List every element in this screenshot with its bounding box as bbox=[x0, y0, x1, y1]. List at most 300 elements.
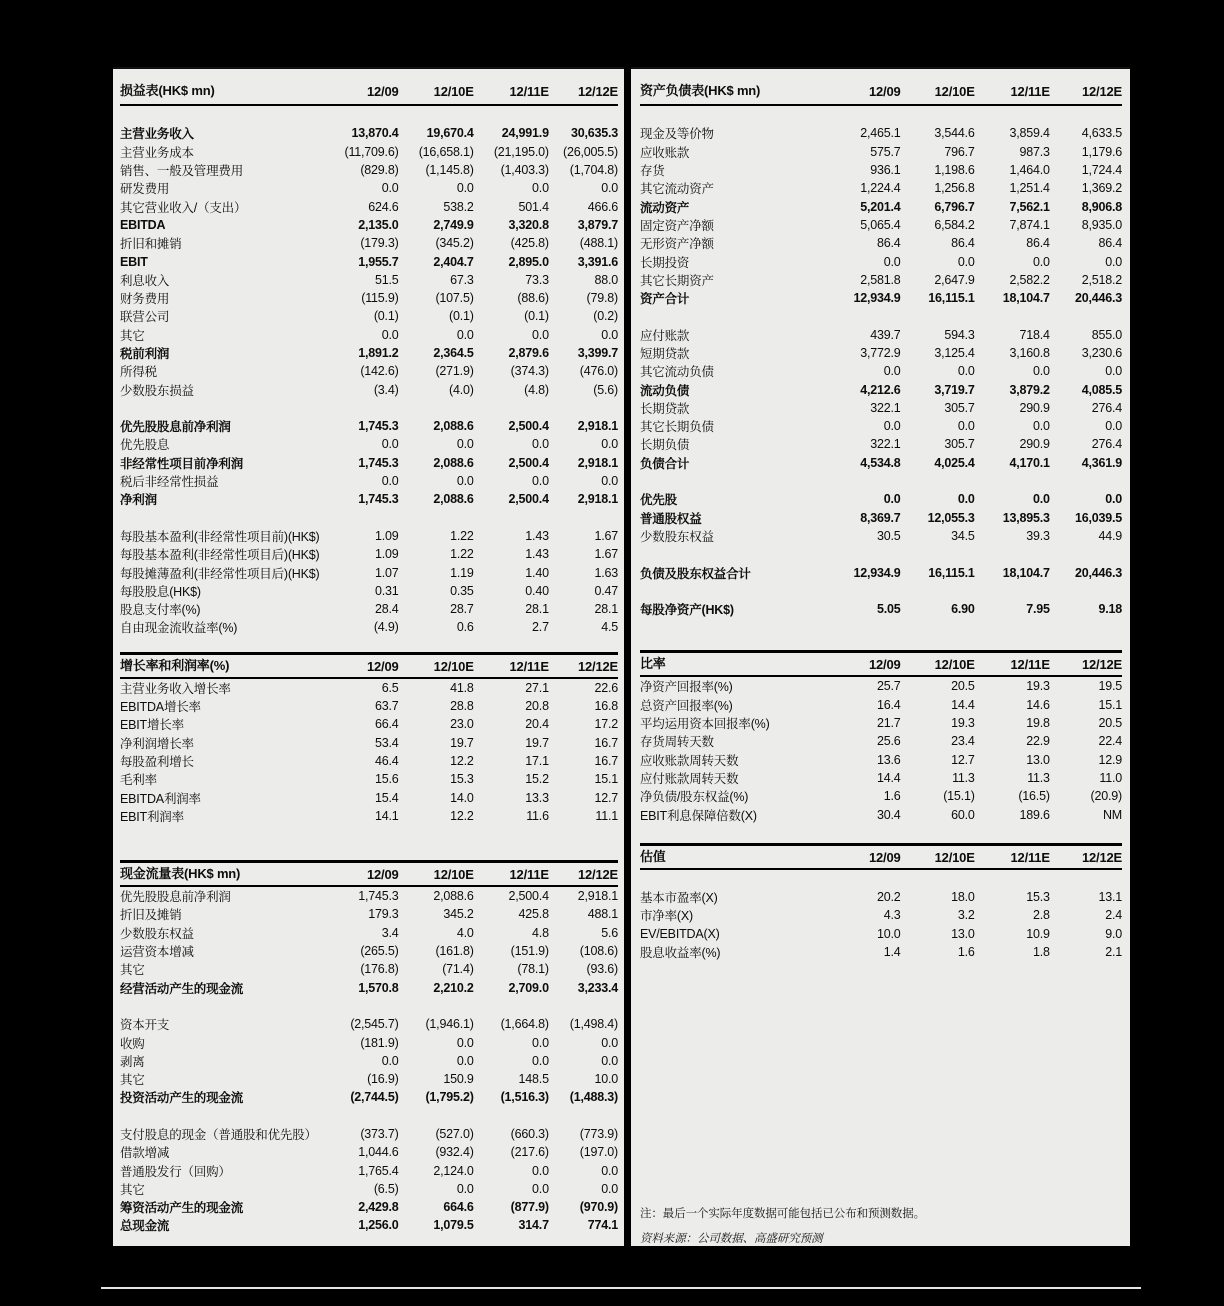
table-row bbox=[640, 769, 1122, 787]
row-value: 12.7 bbox=[951, 752, 975, 767]
row-value: 17.2 bbox=[594, 717, 618, 732]
row-value: 1,724.4 bbox=[1081, 163, 1122, 178]
row-label: EBIT bbox=[120, 254, 148, 269]
row-value: 3.2 bbox=[957, 908, 975, 923]
row-label: 主营业务收入增长率 bbox=[120, 681, 231, 696]
section-title: 估值 bbox=[640, 844, 830, 869]
row-value: (26,005.5) bbox=[563, 144, 618, 159]
row-label: 存货 bbox=[640, 164, 665, 179]
row-value: 6,796.7 bbox=[934, 199, 975, 214]
row-label: 优先股股息前净利润 bbox=[120, 890, 231, 905]
table-row bbox=[640, 143, 1122, 161]
row-label: 少数股东损益 bbox=[120, 383, 194, 398]
row-value: (11,709.6) bbox=[344, 144, 399, 159]
row-value: 1.40 bbox=[525, 565, 549, 580]
row-value: 1.09 bbox=[375, 547, 399, 562]
row-value: 16.8 bbox=[594, 699, 618, 714]
row-value: 0.6 bbox=[456, 620, 474, 635]
row-value: 148.5 bbox=[518, 1072, 549, 1087]
row-value: 1.43 bbox=[525, 547, 549, 562]
row-value: (1,403.3) bbox=[500, 163, 549, 178]
row-label: 固定资产净额 bbox=[640, 218, 714, 233]
row-value: 18.0 bbox=[951, 890, 975, 905]
row-label: 无形资产净额 bbox=[640, 237, 714, 252]
row-value: 3,544.6 bbox=[934, 126, 975, 141]
row-value: 10.0 bbox=[594, 1072, 618, 1087]
row-value: 3,859.4 bbox=[1009, 126, 1050, 141]
row-label: 应收账款 bbox=[640, 145, 690, 160]
table-row bbox=[120, 807, 618, 825]
table-row bbox=[120, 563, 618, 581]
spacer-row bbox=[640, 472, 1122, 490]
row-value: 796.7 bbox=[944, 144, 975, 159]
row-value: 46.4 bbox=[375, 753, 399, 768]
row-value: 0.0 bbox=[381, 327, 399, 342]
row-value: 20.8 bbox=[525, 699, 549, 714]
row-value: 1,079.5 bbox=[433, 1218, 474, 1233]
row-label: 研发费用 bbox=[120, 182, 170, 197]
row-value: 0.0 bbox=[957, 254, 975, 269]
row-value: 2,879.6 bbox=[508, 346, 549, 360]
row-value: (3.4) bbox=[373, 382, 399, 397]
row-value: 13.3 bbox=[525, 790, 549, 805]
row-label: 其它 bbox=[120, 1182, 145, 1197]
row-value: 1,745.3 bbox=[358, 455, 399, 470]
row-value: 3,160.8 bbox=[1009, 346, 1050, 360]
table-row bbox=[640, 326, 1122, 344]
row-value: 1.09 bbox=[375, 528, 399, 543]
row-value: 0.0 bbox=[456, 1035, 474, 1050]
row-label: 所得税 bbox=[120, 365, 157, 380]
row-value: 4,085.5 bbox=[1081, 382, 1122, 397]
row-value: 19.8 bbox=[1026, 716, 1050, 731]
row-value: 73.3 bbox=[525, 272, 549, 287]
row-value: 345.2 bbox=[443, 907, 474, 922]
spacer-row bbox=[640, 545, 1122, 563]
table-row bbox=[120, 252, 618, 270]
row-label: 每股摊薄盈利(非经常性项目后)(HK$) bbox=[120, 566, 320, 581]
row-value: 0.31 bbox=[375, 583, 399, 598]
row-label: 折旧和摊销 bbox=[120, 237, 182, 252]
row-value: 8,906.8 bbox=[1081, 199, 1122, 214]
row-value: 1.22 bbox=[450, 547, 474, 562]
table-row bbox=[120, 216, 618, 234]
table-row bbox=[120, 1033, 618, 1051]
row-value: 14.0 bbox=[450, 790, 474, 805]
left-column bbox=[113, 67, 624, 1246]
table-row bbox=[640, 943, 1122, 961]
table-row bbox=[640, 888, 1122, 906]
table-row bbox=[640, 906, 1122, 924]
row-label: 支付股息的现金（普通股和优先股） bbox=[120, 1127, 317, 1142]
row-value: (79.8) bbox=[586, 291, 618, 306]
column-header: 12/11E bbox=[975, 652, 1050, 677]
row-value: (108.6) bbox=[579, 944, 618, 959]
row-value: 17.1 bbox=[525, 753, 549, 768]
row-value: 0.0 bbox=[601, 437, 618, 452]
row-value: (970.9) bbox=[579, 1200, 618, 1215]
row-value: 5.05 bbox=[877, 602, 901, 617]
row-value: 0.0 bbox=[601, 1035, 618, 1050]
row-value: 14.4 bbox=[877, 770, 901, 785]
table-row bbox=[120, 1088, 618, 1106]
table-row bbox=[640, 454, 1122, 472]
row-value: 1,745.3 bbox=[358, 419, 399, 434]
row-label: 财务费用 bbox=[120, 292, 170, 307]
table-row bbox=[640, 234, 1122, 252]
section-header-row bbox=[640, 69, 1122, 105]
table-row bbox=[120, 1015, 618, 1033]
row-value: (78.1) bbox=[517, 962, 549, 977]
row-value: 14.6 bbox=[1026, 697, 1050, 712]
row-label: 其它长期负债 bbox=[640, 420, 714, 435]
row-value: 1,745.3 bbox=[358, 889, 399, 904]
row-value: 13.0 bbox=[1026, 752, 1050, 767]
row-value: 30,635.3 bbox=[570, 126, 618, 141]
row-value: 19.7 bbox=[450, 735, 474, 750]
row-label: 长期负债 bbox=[640, 438, 690, 453]
table-row bbox=[640, 732, 1122, 750]
row-value: (4.9) bbox=[373, 620, 399, 635]
row-value: 30.4 bbox=[877, 807, 901, 822]
row-label: EBIT利息保障倍数(X) bbox=[640, 808, 757, 823]
row-value: 0.0 bbox=[957, 492, 975, 507]
row-value: 16,115.1 bbox=[928, 291, 975, 306]
row-value: 67.3 bbox=[450, 272, 474, 287]
table-row bbox=[640, 751, 1122, 769]
row-value: 3,391.6 bbox=[577, 254, 618, 269]
row-value: 0.0 bbox=[1105, 492, 1122, 507]
balance-sheet-table bbox=[640, 69, 1122, 618]
row-value: 22.4 bbox=[1098, 734, 1122, 749]
table-row bbox=[120, 380, 618, 398]
row-value: 7.95 bbox=[1026, 602, 1050, 617]
row-value: 23.0 bbox=[450, 717, 474, 732]
row-label: 普通股权益 bbox=[640, 511, 702, 526]
row-value: (1,704.8) bbox=[569, 163, 618, 178]
row-label: 资产合计 bbox=[640, 292, 690, 307]
row-value: 4,534.8 bbox=[860, 455, 901, 470]
row-value: 0.0 bbox=[883, 419, 901, 434]
row-value: 0.0 bbox=[957, 364, 975, 379]
column-header: 12/12E bbox=[549, 69, 618, 105]
row-value: 25.6 bbox=[877, 734, 901, 749]
row-label: 每股股息(HK$) bbox=[120, 584, 201, 599]
row-value: 1,251.4 bbox=[1009, 181, 1050, 196]
row-value: 2,465.1 bbox=[860, 126, 901, 141]
row-value: 1,765.4 bbox=[358, 1163, 399, 1178]
row-value: 3,125.4 bbox=[934, 346, 975, 360]
row-value: 0.0 bbox=[532, 1163, 549, 1178]
row-value: 150.9 bbox=[443, 1072, 474, 1087]
row-label: 基本市盈率(X) bbox=[640, 891, 718, 906]
table-row bbox=[120, 942, 618, 960]
spacer-row bbox=[120, 509, 618, 527]
table-row bbox=[640, 179, 1122, 197]
column-header: 12/12E bbox=[1050, 69, 1122, 105]
row-value: 13,895.3 bbox=[1002, 510, 1050, 525]
table-row bbox=[120, 435, 618, 453]
column-header: 12/12E bbox=[1050, 844, 1122, 869]
row-value: 5.6 bbox=[601, 925, 618, 940]
row-value: 2,088.6 bbox=[433, 492, 474, 507]
row-value: 20.5 bbox=[951, 679, 975, 694]
column-header: 12/11E bbox=[975, 69, 1050, 105]
row-label: 主营业务成本 bbox=[120, 145, 194, 160]
row-value: 2,500.4 bbox=[508, 492, 549, 507]
table-row bbox=[120, 752, 618, 770]
column-header: 12/12E bbox=[549, 861, 618, 886]
row-value: 2,135.0 bbox=[358, 217, 399, 232]
row-value: 13.1 bbox=[1098, 890, 1122, 905]
row-value: 3,230.6 bbox=[1081, 346, 1122, 360]
table-row bbox=[120, 326, 618, 344]
row-label: 少数股东权益 bbox=[640, 529, 714, 544]
row-label: 其它 bbox=[120, 1073, 145, 1088]
row-value: 4,361.9 bbox=[1081, 455, 1122, 470]
spacer-row bbox=[120, 105, 618, 124]
row-label: 投资活动产生的现金流 bbox=[120, 1091, 244, 1106]
row-value: 44.9 bbox=[1098, 528, 1122, 543]
row-value: 15.3 bbox=[450, 772, 474, 787]
row-value: 0.47 bbox=[594, 583, 618, 598]
row-value: 19.3 bbox=[951, 716, 975, 731]
row-value: 936.1 bbox=[870, 163, 901, 178]
column-header: 12/11E bbox=[474, 861, 549, 886]
row-value: 1.6 bbox=[957, 945, 975, 960]
row-label: 优先股股息前净利润 bbox=[120, 420, 231, 435]
row-value: 12,934.9 bbox=[853, 291, 901, 306]
row-value: 18,104.7 bbox=[1002, 291, 1050, 306]
row-value: 425.8 bbox=[518, 907, 549, 922]
row-value: 12.9 bbox=[1098, 752, 1122, 767]
row-label: 优先股 bbox=[640, 493, 677, 508]
table-row bbox=[120, 788, 618, 806]
row-value: 13,870.4 bbox=[351, 126, 399, 141]
row-value: 66.4 bbox=[375, 717, 399, 732]
section-header-row bbox=[120, 69, 618, 105]
row-value: 28.8 bbox=[450, 699, 474, 714]
row-value: (1,498.4) bbox=[569, 1017, 618, 1032]
column-header: 12/10E bbox=[399, 653, 474, 678]
row-value: (773.9) bbox=[579, 1126, 618, 1141]
row-value: 2,709.0 bbox=[508, 980, 549, 995]
row-label: EBITDA增长率 bbox=[120, 700, 201, 715]
table-row bbox=[120, 1125, 618, 1143]
row-value: (345.2) bbox=[435, 236, 474, 251]
row-value: 11.0 bbox=[1099, 770, 1122, 785]
row-label: EV/EBITDA(X) bbox=[640, 926, 720, 941]
row-value: 30.5 bbox=[877, 528, 901, 543]
row-value: 4.5 bbox=[601, 620, 618, 635]
table-row bbox=[120, 770, 618, 788]
column-header: 12/11E bbox=[474, 69, 549, 105]
row-label: 其它流动负债 bbox=[640, 365, 714, 380]
row-value: 2,500.4 bbox=[508, 419, 549, 434]
row-value: 7,562.1 bbox=[1009, 199, 1050, 214]
row-value: 3,772.9 bbox=[860, 346, 901, 360]
row-value: 3,233.4 bbox=[577, 980, 618, 995]
row-value: NM bbox=[1102, 807, 1122, 822]
row-value: 1.43 bbox=[525, 528, 549, 543]
table-row bbox=[120, 289, 618, 307]
table-row bbox=[120, 924, 618, 942]
cash-flow-table bbox=[120, 860, 618, 1235]
row-value: 2,364.5 bbox=[433, 346, 474, 360]
row-label: 净资产回报率(%) bbox=[640, 680, 733, 695]
table-row bbox=[640, 925, 1122, 943]
row-value: 4,212.6 bbox=[860, 382, 901, 397]
spacer-row bbox=[640, 582, 1122, 600]
row-value: 15.2 bbox=[525, 772, 549, 787]
row-value: 0.0 bbox=[1033, 254, 1050, 269]
row-value: 16,039.5 bbox=[1074, 510, 1122, 525]
row-value: 2,581.8 bbox=[860, 272, 901, 287]
row-label: 剥离 bbox=[120, 1054, 145, 1069]
row-value: (1,516.3) bbox=[500, 1090, 549, 1105]
row-value: 8,369.7 bbox=[860, 510, 901, 525]
row-value: (197.0) bbox=[579, 1145, 618, 1160]
row-label: 长期投资 bbox=[640, 255, 690, 270]
row-value: 987.3 bbox=[1019, 144, 1050, 159]
row-value: 15.4 bbox=[375, 790, 399, 805]
footnote-source: 资料来源：公司数据、高盛研究预测 bbox=[640, 1233, 823, 1245]
spacer-row bbox=[640, 307, 1122, 325]
row-value: 1.8 bbox=[1033, 945, 1050, 960]
row-value: 855.0 bbox=[1091, 327, 1122, 342]
table-row bbox=[120, 143, 618, 161]
row-value: 1,224.4 bbox=[860, 181, 901, 196]
row-value: 0.0 bbox=[456, 437, 474, 452]
row-value: 2,404.7 bbox=[433, 254, 474, 269]
spacer-row bbox=[120, 997, 618, 1015]
row-value: 2,749.9 bbox=[433, 217, 474, 232]
row-label: 净利润 bbox=[120, 493, 157, 508]
table-row bbox=[120, 472, 618, 490]
row-value: 488.1 bbox=[587, 907, 618, 922]
row-value: 19.5 bbox=[1098, 679, 1122, 694]
table-row bbox=[120, 124, 618, 142]
row-value: 24,991.9 bbox=[501, 126, 549, 141]
row-value: (829.8) bbox=[360, 163, 399, 178]
row-label: 销售、一般及管理费用 bbox=[120, 164, 244, 179]
row-value: (1,946.1) bbox=[425, 1017, 474, 1032]
table-row bbox=[120, 678, 618, 697]
table-row bbox=[640, 563, 1122, 581]
row-value: 16.7 bbox=[594, 735, 618, 750]
row-label: 折旧及摊销 bbox=[120, 908, 182, 923]
row-value: (877.9) bbox=[510, 1200, 549, 1215]
row-value: 0.0 bbox=[601, 1053, 618, 1068]
row-value: 439.7 bbox=[870, 327, 901, 342]
row-label: 其它流动资产 bbox=[640, 182, 714, 197]
row-label: 普通股发行（回购） bbox=[120, 1164, 231, 1179]
table-row bbox=[120, 1180, 618, 1198]
section-header-row bbox=[120, 861, 618, 886]
table-row bbox=[640, 509, 1122, 527]
row-value: 0.0 bbox=[1033, 364, 1050, 379]
row-value: (374.3) bbox=[510, 364, 549, 379]
row-value: 0.0 bbox=[456, 327, 474, 342]
row-label: 毛利率 bbox=[120, 773, 157, 788]
growth-margins-table bbox=[120, 652, 618, 825]
row-value: 290.9 bbox=[1019, 437, 1050, 452]
row-label: 运营资本增减 bbox=[120, 945, 194, 960]
row-value: (373.7) bbox=[360, 1126, 399, 1141]
table-row bbox=[120, 697, 618, 715]
row-value: 2,124.0 bbox=[433, 1163, 474, 1178]
column-header: 12/10E bbox=[901, 652, 975, 677]
bottom-divider bbox=[101, 1287, 1141, 1289]
row-value: 0.0 bbox=[532, 181, 549, 196]
row-value: 20.4 bbox=[525, 717, 549, 732]
row-value: 2,088.6 bbox=[433, 455, 474, 470]
row-value: (932.4) bbox=[435, 1145, 474, 1160]
row-value: 88.0 bbox=[594, 272, 618, 287]
row-value: 15.6 bbox=[375, 772, 399, 787]
table-row bbox=[640, 380, 1122, 398]
column-header: 12/12E bbox=[1050, 652, 1122, 677]
row-value: 774.1 bbox=[587, 1218, 618, 1233]
row-value: 12.7 bbox=[594, 790, 618, 805]
row-value: (476.0) bbox=[579, 364, 618, 379]
column-header: 12/09 bbox=[327, 861, 398, 886]
row-value: (16.5) bbox=[1018, 789, 1050, 804]
row-value: 3,719.7 bbox=[934, 382, 975, 397]
row-value: 19.7 bbox=[525, 735, 549, 750]
row-value: (0.1) bbox=[448, 309, 474, 324]
row-label: 流动负债 bbox=[640, 383, 690, 398]
row-value: (20.9) bbox=[1090, 789, 1122, 804]
table-row bbox=[640, 714, 1122, 732]
row-label: 自由现金流收益率(%) bbox=[120, 621, 238, 636]
table-row bbox=[640, 527, 1122, 545]
table-row bbox=[120, 1143, 618, 1161]
row-value: 0.0 bbox=[601, 181, 618, 196]
row-value: 322.1 bbox=[870, 437, 901, 452]
row-value: 276.4 bbox=[1091, 400, 1122, 415]
row-label: 每股净资产(HK$) bbox=[640, 603, 734, 618]
row-value: 2,088.6 bbox=[433, 889, 474, 904]
table-row bbox=[120, 715, 618, 733]
row-value: 594.3 bbox=[944, 327, 975, 342]
row-value: (660.3) bbox=[510, 1126, 549, 1141]
row-value: 1,891.2 bbox=[358, 346, 399, 360]
row-value: 1,256.8 bbox=[934, 181, 975, 196]
row-value: 1,369.2 bbox=[1081, 181, 1122, 196]
table-row bbox=[120, 1052, 618, 1070]
row-value: (107.5) bbox=[435, 291, 474, 306]
row-value: 0.0 bbox=[456, 474, 474, 489]
row-value: 20,446.3 bbox=[1074, 291, 1122, 306]
table-row bbox=[640, 216, 1122, 234]
row-value: 1.19 bbox=[450, 565, 474, 580]
row-value: 0.0 bbox=[1033, 492, 1050, 507]
row-value: 4,025.4 bbox=[934, 455, 975, 470]
row-value: 0.0 bbox=[381, 181, 399, 196]
table-row bbox=[640, 124, 1122, 142]
section-title: 增长率和利润率(%) bbox=[120, 653, 327, 678]
table-row bbox=[640, 161, 1122, 179]
row-value: 0.0 bbox=[456, 1181, 474, 1196]
row-value: (115.9) bbox=[361, 291, 399, 306]
row-label: 存货周转天数 bbox=[640, 735, 714, 750]
row-value: 0.0 bbox=[532, 1181, 549, 1196]
row-value: 20.5 bbox=[1098, 716, 1122, 731]
row-value: 41.8 bbox=[450, 680, 474, 695]
row-label: 现金及等价物 bbox=[640, 127, 714, 142]
row-label: 其它长期资产 bbox=[640, 273, 714, 288]
